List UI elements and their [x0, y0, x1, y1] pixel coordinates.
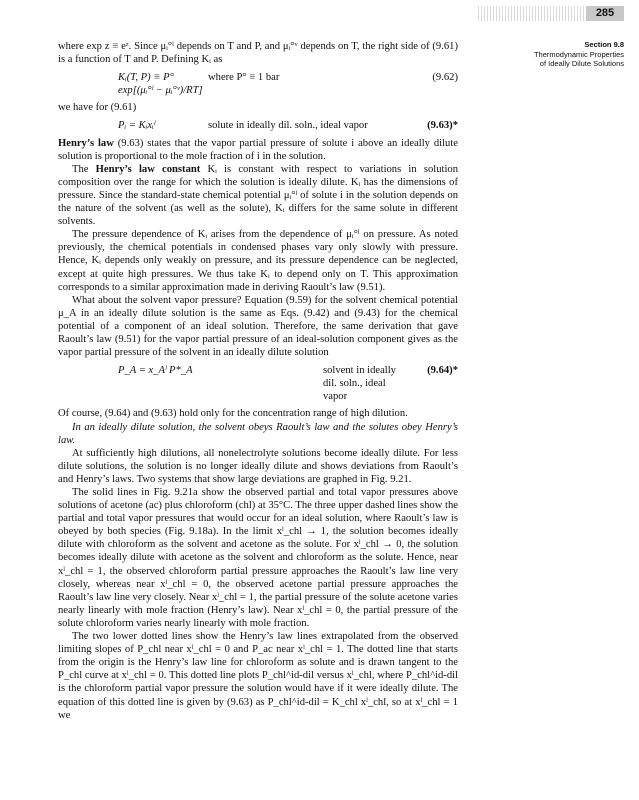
- paragraph: At sufficiently high dilutions, all nonelectrolyte solutions become ideally dilute. For less dilute solutions, the solution is no longer ideally dilute and shows deviations from Raoult’s and Henry’s laws. Two systems that show large deviations are graphed in Fig. 9.21.: [58, 447, 458, 485]
- section-title-line2: of Ideally Dilute Solutions: [539, 59, 624, 68]
- equation-formula: P_A = x_Aˡ P*_A: [118, 365, 193, 377]
- equation-number: (9.63)*: [427, 120, 458, 132]
- equation-number: (9.62): [432, 72, 458, 84]
- equation-number: (9.64)*: [427, 365, 458, 377]
- paragraph: What about the solvent vapor pressure? Equation (9.59) for the solvent chemical potential μ_A in an ideally dilute solution is the same as Eqs. (9.42) and (9.43) for the chemical potential of a component of an ideal solution. Therefore, the same derivation that gave Raoult’s law (9.51) for the vapor partial pressure of an ideal-solution component gives as the vapor partial pressure of the solvent in an ideally dilute solution: [58, 294, 458, 359]
- paragraph: where exp z ≡ eᶻ. Since μᵢ°ˡ depends on T and P, and μᵢ°ᵛ depends on T, the right side of (9.61) is a function of T and P. Defining Kᵢ as: [58, 41, 458, 66]
- page-number: 285: [586, 6, 624, 21]
- equation-9-63: [58, 119, 458, 132]
- paragraph: The solid lines in Fig. 9.21a show the observed partial and total vapor pressures above solutions of acetone (ac) plus chloroform (chl) at 35°C. The three upper dashed lines show the partial and total vapor pressures that would occur for an ideal solution, where Raoult’s law is obeyed by both species (Fig. 9.18a). In the limit xˡ_chl → 1, the solution becomes ideally dilute with chloroform as the solvent and acetone as the solute. For xˡ_chl → 0, the solution becomes ideally dilute with acetone as the solvent and chloroform as the solute. Hence, near xˡ_chl = 1, the observed chloroform partial pressure approaches the Raoult’s law line very closely, whereas near xˡ_chl = 0, the observed acetone partial pressure approaches the Raoult’s law line very closely. Near xˡ_chl = 1, the partial pressure of the solute acetone varies nearly linearly with mole fraction (Henry’s law). Near xˡ_chl = 0, the partial pressure of the solute chloroform varies nearly linearly with mole fraction.: [58, 487, 458, 629]
- term-henrys-law-constant: Henry’s law constant: [95, 163, 201, 175]
- main-text-column: [58, 40, 458, 722]
- paragraph: we have for (9.61): [58, 102, 137, 114]
- equation-formula: Kᵢ(T, P) ≡ P° exp[(μᵢ°ˡ − μᵢ°ᵛ)/RT]: [118, 72, 203, 97]
- paragraph: The pressure dependence of Kᵢ arises from the dependence of μᵢ°ˡ on pressure. As noted previously, the chemical potentials in condensed phases vary only slowly with pressure. Hence, Kᵢ depends only weakly on pressure, and its pressure dependence can be neglected, except at quite high pressures. We thus take Kᵢ to depend only on T. This approximation corresponds to a similar approximation made in deriving Raoult’s law (9.51).: [58, 229, 458, 293]
- paragraph-text: (9.63) states that the vapor partial pressure of solute i above an ideally dilute solution is proportional to the mole fraction of i in the solution.: [58, 137, 458, 162]
- paragraph-text: Kᵢ is constant with respect to variations in solution composition over the range for which the solution is ideally dilute. Kᵢ has the dimensions of pressure. Since the standard-state chemical potential μᵢ°ˡ of solute i in the solution depends on the nature of the solvent (as well as the solute), Kᵢ differs for the same solute in different solvents.: [58, 163, 458, 228]
- henrys-law-paragraph: [58, 137, 458, 163]
- paragraph-prefix: The: [72, 163, 96, 175]
- equation-condition: solvent in ideally dil. soln., ideal vapor: [323, 365, 396, 403]
- section-label: Section 9.8: [584, 40, 624, 49]
- key-statement: In an ideally dilute solution, the solvent obeys Raoult’s law and the solutes obey Henry’s law.: [58, 421, 458, 446]
- equation-9-62: [58, 71, 458, 97]
- equation-condition: solute in ideally dil. soln., ideal vapor: [208, 120, 368, 132]
- section-title-line1: Thermodynamic Properties: [533, 49, 624, 59]
- equation-condition: where P° ≡ 1 bar: [208, 72, 280, 84]
- paragraph: Of course, (9.64) and (9.63) hold only for the concentration range of high dilution.: [58, 408, 408, 420]
- section-marker: [500, 40, 624, 69]
- equation-formula: Pᵢ = Kᵢxᵢˡ: [118, 120, 156, 132]
- paragraph: The two lower dotted lines show the Henry’s law lines extrapolated from the observed limiting slopes of P_chl near xˡ_chl = 0 and P_ac near xˡ_chl = 1. The dotted line that starts from the origin is the Henry’s law line for chloroform as solute and is drawn tangent to the P_chl curve at xˡ_chl = 0. This dotted line plots P_chl^id-dil versus xˡ_chl, where P_chl^id-dil is the chloroform partial vapor pressure the solution would have if it were ideally dilute. The equation of this dotted line is given by (9.63) as P_chl^id-dil = K_chl xˡ_chl, so at xˡ_chl = 1 we: [58, 631, 458, 721]
- henrys-constant-paragraph: [58, 163, 458, 228]
- equation-9-64: [58, 364, 458, 403]
- term-henrys-law: Henry’s law: [58, 137, 114, 149]
